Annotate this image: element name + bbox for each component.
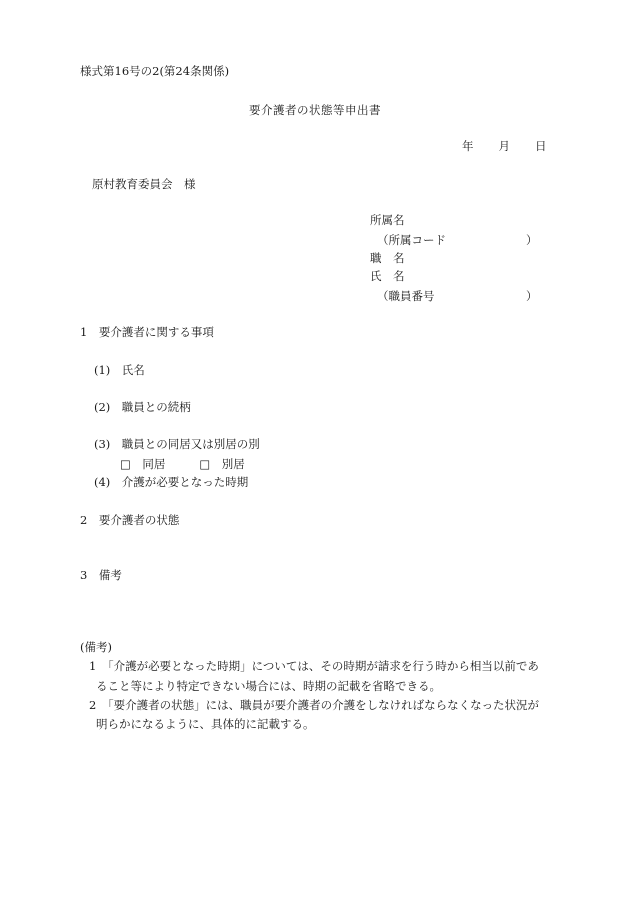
addressee-line: 原村教育委員会 様 (92, 177, 196, 191)
remark-2-line-2: 明らかになるように、具体的に記載する。 (96, 717, 315, 731)
section-3-heading: 3 備考 (80, 568, 122, 582)
remark-1-line-2: ること等により特定できない場合には、時期の記載を省略できる。 (96, 679, 441, 693)
affiliation-code-close: ） (526, 233, 538, 247)
remark-1-line-1: 1 「介護が必要となった時期」については、その時期が請求を行う時から相当以前であ (89, 659, 539, 673)
section-2-heading: 2 要介護者の状態 (80, 513, 180, 527)
document-title: 要介護者の状態等申出書 (249, 103, 381, 117)
affiliation-code-label: （所属コード (377, 233, 446, 247)
remarks-heading: (備考) (80, 640, 112, 654)
section-1-heading: 1 要介護者に関する事項 (80, 325, 214, 339)
checkbox-cohabiting[interactable]: □ 同居 (120, 457, 166, 471)
date-line (462, 141, 547, 153)
affiliation-label: 所属名 (370, 213, 405, 227)
residence-options (120, 459, 245, 471)
form-number-label: 様式第16号の2(第24条関係) (80, 64, 230, 78)
date-year-label: 年 (462, 139, 474, 153)
name-label: 氏 名 (370, 269, 405, 283)
staff-number-label: （職員番号 (377, 289, 435, 303)
staff-number-close: ） (526, 289, 538, 303)
item-4-care-timing: (4) 介護が必要となった時期 (94, 475, 249, 489)
item-3-residence: (3) 職員との同居又は別居の別 (94, 437, 260, 451)
date-day-label: 日 (535, 139, 547, 153)
checkbox-separate[interactable]: □ 別居 (199, 457, 245, 471)
item-1-name: (1) 氏名 (94, 363, 145, 377)
date-month-label: 月 (498, 139, 510, 153)
position-label: 職 名 (370, 251, 405, 265)
item-2-relationship: (2) 職員との続柄 (94, 400, 191, 414)
remark-2-line-1: 2 「要介護者の状態」には、職員が要介護者の介護をしなければならなくなった状況が (89, 698, 540, 712)
